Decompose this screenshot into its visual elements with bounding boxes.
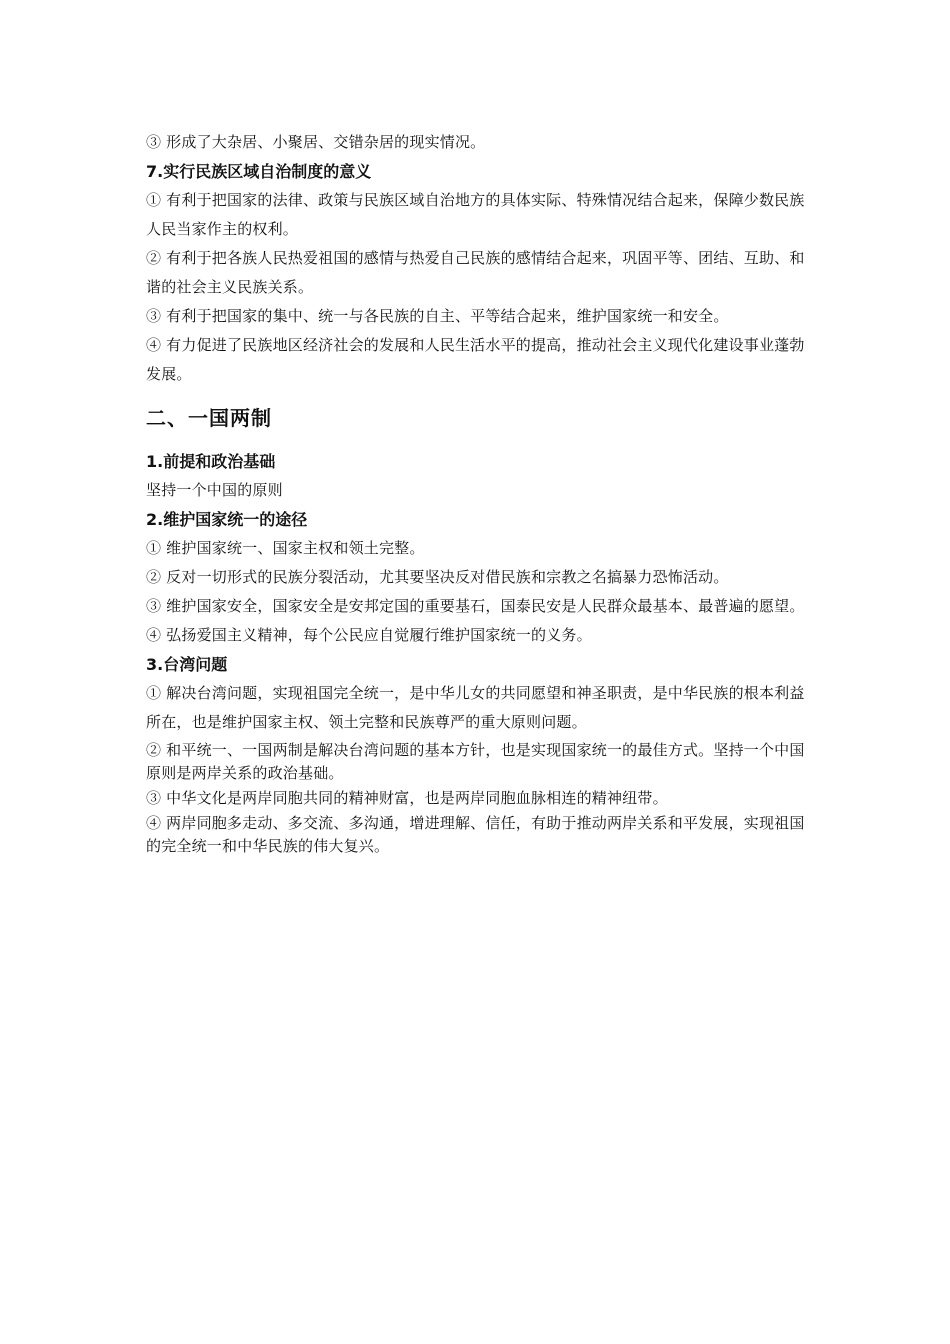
sub3-item-3: ③ 中华文化是两岸同胞共同的精神财富，也是两岸同胞血脉相连的精神纽带。: [146, 789, 668, 807]
intro-item: ③ 形成了大杂居、小聚居、交错杂居的现实情况。: [146, 133, 486, 151]
sub2-item-4: ④ 弘扬爱国主义精神，每个公民应自觉履行维护国家统一的义务。: [146, 626, 592, 644]
sub3-item-1: ① 解决台湾问题，实现祖国完全统一，是中华儿女的共同愿望和神圣职责，是中华民族的根本利益所在，也是维护国家主权、领土完整和民族尊严的重大原则问题。: [146, 684, 805, 731]
sub3-heading: 3.台湾问题: [146, 655, 228, 674]
sub1-text: 坚持一个中国的原则: [146, 481, 283, 499]
sub2-item-1: ① 维护国家统一、国家主权和领土完整。: [146, 539, 425, 557]
sub2-item-3: ③ 维护国家安全，国家安全是安邦定国的重要基石，国泰民安是人民群众最基本、最普遍的愿望。: [146, 597, 805, 615]
section7-item-2: ② 有利于把各族人民热爱祖国的感情与热爱自己民族的感情结合起来，巩固平等、团结、互助、和谐的社会主义民族关系。: [146, 249, 805, 296]
sub3-item-2: ② 和平统一、一国两制是解决台湾问题的基本方针，也是实现国家统一的最佳方式。坚持一个中国原则是两岸关系的政治基础。: [146, 741, 805, 782]
section7-item-4: ④ 有力促进了民族地区经济社会的发展和人民生活水平的提高，推动社会主义现代化建设事业蓬勃发展。: [146, 336, 805, 383]
section7-item-3: ③ 有利于把国家的集中、统一与各民族的自主、平等结合起来，维护国家统一和安全。: [146, 307, 729, 325]
section7-heading: 7.实行民族区域自治制度的意义: [146, 162, 372, 181]
sub2-item-2: ② 反对一切形式的民族分裂活动，尤其要坚决反对借民族和宗教之名搞暴力恐怖活动。: [146, 568, 729, 586]
part2-title: 二、一国两制: [146, 406, 272, 430]
sub2-heading: 2.维护国家统一的途径: [146, 510, 308, 529]
document-body: [146, 128, 810, 858]
sub3-item-4: ④ 两岸同胞多走动、多交流、多沟通，增进理解、信任，有助于推动两岸关系和平发展，实现祖国的完全统一和中华民族的伟大复兴。: [146, 814, 805, 855]
section7-item-1: ① 有利于把国家的法律、政策与民族区域自治地方的具体实际、特殊情况结合起来，保障少数民族人民当家作主的权利。: [146, 191, 805, 238]
sub1-heading: 1.前提和政治基础: [146, 452, 276, 471]
